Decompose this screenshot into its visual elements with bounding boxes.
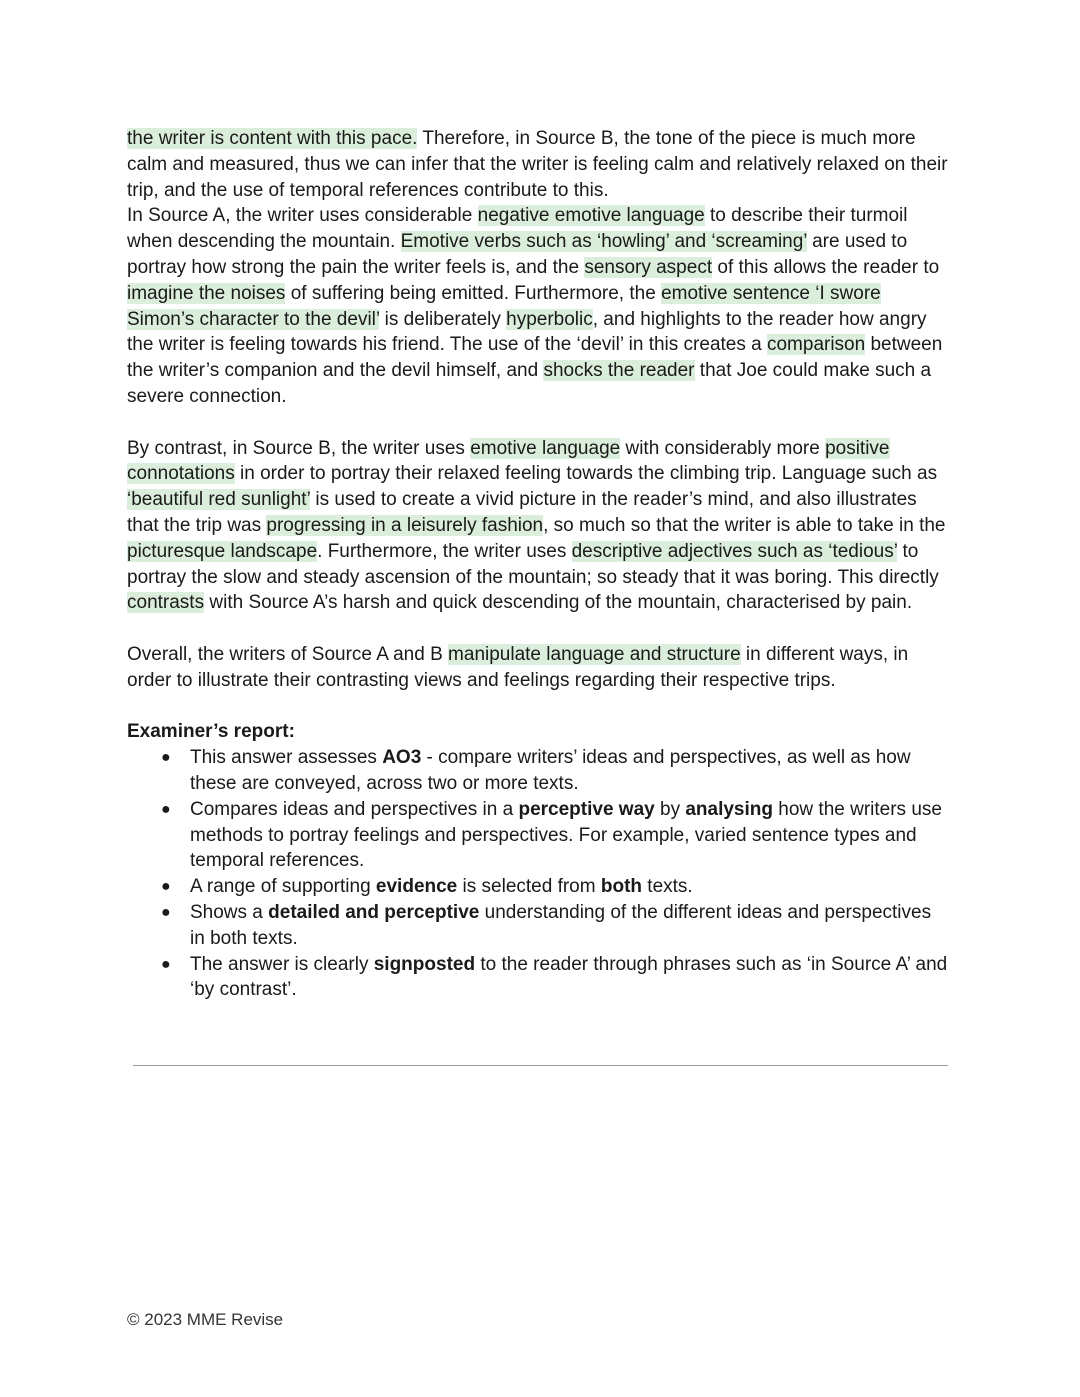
bold-term: perceptive way bbox=[518, 798, 655, 820]
text-run: is selected from bbox=[457, 876, 601, 898]
text-run: to portray the slow and steady ascension of the mountain; so steady that it was boring. This directly bbox=[127, 540, 939, 588]
highlighted-phrase: sensory aspect bbox=[584, 256, 713, 278]
highlighted-phrase: the writer is content with this pace. bbox=[127, 128, 418, 149]
report-bullet-item bbox=[161, 952, 949, 1004]
paragraph-gap bbox=[127, 410, 949, 436]
text-run: of this allows the reader to bbox=[712, 256, 940, 278]
text-run: Shows a bbox=[190, 901, 269, 923]
answer-paragraphs bbox=[127, 126, 949, 719]
highlighted-phrase: emotive language bbox=[470, 437, 621, 459]
text-run: are used to portray how strong the pain the writer feels is, and the bbox=[127, 231, 908, 278]
text-run: The answer is clearly bbox=[190, 953, 374, 975]
text-run: , and highlights to the reader how angry the writer is feeling towards his friend. The use of the ‘devil’ in this creates a bbox=[127, 308, 927, 356]
text-run: how the writers use methods to portray feelings and perspectives. For example, varied sentence types and temporal references. bbox=[190, 798, 942, 872]
bullet-dot-icon: ● bbox=[161, 800, 171, 818]
bold-term: signposted bbox=[373, 953, 476, 975]
highlighted-phrase: picturesque landscape bbox=[127, 540, 318, 562]
paragraph-gap bbox=[127, 694, 949, 720]
text-run: by bbox=[654, 798, 686, 820]
text-run: to describe their turmoil when descending the mountain. bbox=[127, 205, 908, 253]
text-run: Overall, the writers of Source A and B bbox=[127, 643, 449, 665]
bullet-dot-icon: ● bbox=[161, 903, 171, 921]
text-run: in different ways, in order to illustrate their contrasting views and feelings regarding their respective trips. bbox=[127, 643, 909, 691]
highlighted-phrase: hyperbolic bbox=[506, 308, 593, 330]
highlighted-phrase: progressing in a leisurely fashion bbox=[266, 514, 544, 536]
text-run: with Source A’s harsh and quick descending of the mountain, characterised by pain. bbox=[204, 592, 913, 614]
bullet-dot-icon: ● bbox=[161, 878, 171, 896]
highlighted-phrase: imagine the noises bbox=[127, 282, 286, 304]
copyright-footer: © 2023 MME Revise bbox=[127, 1310, 284, 1329]
text-run: to the reader through phrases such as ‘in Source A’ and ‘by contrast’. bbox=[190, 953, 948, 1001]
examiner-report-list bbox=[127, 745, 949, 1003]
text-run: By contrast, in Source B, the writer uses bbox=[127, 437, 471, 459]
text-run: understanding of the different ideas and perspectives in both texts. bbox=[190, 901, 932, 949]
text-run: with considerably more bbox=[620, 437, 826, 459]
report-bullet-item bbox=[161, 874, 949, 900]
answer-paragraph bbox=[127, 126, 949, 203]
text-run: is deliberately bbox=[379, 308, 507, 330]
highlighted-phrase: descriptive adjectives such as ‘tedious’ bbox=[571, 540, 898, 562]
highlighted-phrase: comparison bbox=[766, 334, 866, 356]
text-run: texts. bbox=[642, 876, 693, 898]
text-run: Therefore, in Source B, the tone of the piece is much more calm and measured, thus we can infer that the writer is feeling calm and relatively relaxed on their trip, and the use of temporal references contribute to this. bbox=[127, 128, 948, 201]
examiner-report-heading: Examiner’s report: bbox=[127, 721, 295, 743]
bold-term: analysing bbox=[685, 798, 773, 820]
highlighted-phrase: negative emotive language bbox=[477, 205, 705, 227]
bold-term: both bbox=[600, 876, 643, 898]
highlighted-phrase: ‘beautiful red sunlight’ bbox=[127, 489, 311, 511]
text-run: . Furthermore, the writer uses bbox=[317, 540, 572, 562]
report-bullet-item bbox=[161, 745, 949, 797]
answer-paragraph bbox=[127, 203, 949, 409]
bold-term: detailed and perceptive bbox=[268, 901, 480, 923]
highlighted-phrase: emotive sentence ‘I swore Simon’s character to the devil’ bbox=[127, 282, 881, 330]
text-run: , so much so that the writer is able to take in the bbox=[543, 514, 946, 536]
highlighted-phrase: Emotive verbs such as ‘howling’ and ‘screaming’ bbox=[400, 231, 807, 253]
text-run: is used to create a vivid picture in the reader’s mind, and also illustrates that the trip was bbox=[127, 489, 917, 536]
highlighted-phrase: shocks the reader bbox=[543, 360, 695, 382]
text-run: between the writer’s companion and the devil himself, and bbox=[127, 334, 943, 382]
bullet-dot-icon: ● bbox=[161, 955, 171, 973]
text-run: that Joe could make such a severe connection. bbox=[127, 360, 932, 407]
report-bullet-item bbox=[161, 797, 949, 874]
text-run: of suffering being emitted. Furthermore, the bbox=[285, 282, 662, 304]
text-run: Compares ideas and perspectives in a bbox=[190, 798, 519, 820]
answer-paragraph bbox=[127, 642, 949, 694]
horizontal-divider bbox=[133, 1065, 948, 1066]
answer-body bbox=[127, 126, 949, 1003]
text-run: In Source A, the writer uses considerable bbox=[127, 205, 478, 227]
bold-term: evidence bbox=[375, 876, 458, 898]
bold-term: AO3 bbox=[382, 747, 422, 769]
text-run: This answer assesses bbox=[190, 747, 383, 769]
answer-paragraph bbox=[127, 436, 949, 617]
highlighted-phrase: manipulate language and structure bbox=[448, 643, 741, 665]
bullet-dot-icon: ● bbox=[161, 749, 171, 767]
report-bullet-item bbox=[161, 900, 949, 952]
paragraph-gap bbox=[127, 616, 949, 642]
text-run: - compare writers’ ideas and perspectives, as well as how these are conveyed, across two or more texts. bbox=[190, 747, 911, 794]
highlighted-phrase: positive connotations bbox=[127, 437, 890, 485]
text-run: A range of supporting bbox=[190, 876, 376, 898]
text-run: in order to portray their relaxed feeling towards the climbing trip. Language such as bbox=[234, 463, 938, 485]
highlighted-phrase: contrasts bbox=[127, 592, 205, 614]
